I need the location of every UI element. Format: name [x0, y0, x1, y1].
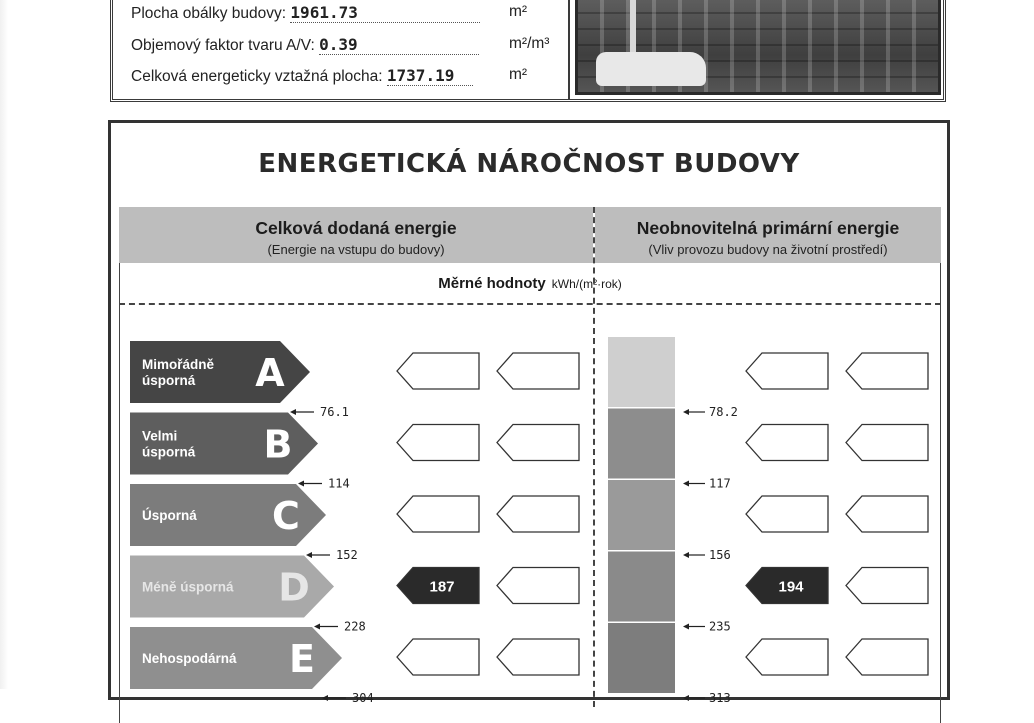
scan-edge	[0, 0, 8, 689]
reference-area-label: Celková energeticky vztažná plocha:	[131, 68, 383, 85]
left-limit-value-b: 114	[328, 476, 350, 491]
primary-marker-box-1-a	[746, 353, 828, 389]
envelope-area-value: 1961.73	[290, 3, 480, 23]
left-limit-arrowhead-d	[314, 624, 320, 630]
right-limit-value-a: 78.2	[709, 405, 738, 419]
building-parameters	[113, 0, 570, 99]
class-letter-b: B	[263, 422, 293, 467]
left-limit-value-c: 152	[336, 548, 358, 562]
primary-marker-box-2-a	[846, 353, 928, 389]
primary-scale-bar-a	[608, 337, 675, 407]
class-name-b: Velmi	[142, 428, 178, 444]
class-name-d: Méně úsporná	[142, 579, 234, 595]
shape-factor-value: 0.39	[319, 35, 479, 55]
specific-values-unit: kWh/(m²·rok)	[551, 277, 622, 291]
delivered-marker-box-1-a	[397, 353, 479, 389]
delivered-marker-box-2-c	[497, 496, 579, 532]
primary-scale-bar-e	[608, 623, 675, 693]
right-limit-value-d: 235	[709, 619, 731, 634]
energy-label	[108, 120, 950, 705]
class-letter-a: A	[255, 351, 285, 395]
primary-scale-bar-b	[608, 409, 675, 479]
reference-area-value: 1737.19	[387, 66, 473, 86]
delivered-marker-box-2-d	[497, 568, 579, 604]
primary-marker-box-2-d	[846, 568, 928, 604]
right-limit-arrowhead-d	[683, 624, 689, 630]
energy-class-scale	[111, 123, 947, 705]
reference-area-unit: m²	[509, 66, 528, 83]
primary-marker-box-2-c	[846, 496, 928, 532]
left-limit-value-a: 76.1	[320, 405, 349, 419]
right-limit-arrowhead-c	[683, 552, 689, 558]
primary-marker-box-2-b	[846, 425, 928, 461]
energy-label-title: ENERGETICKÁ NÁROČNOST BUDOVY	[258, 149, 800, 179]
left-limit-arrowhead-c	[306, 552, 312, 558]
delivered-marker-box-2-a	[497, 353, 579, 389]
specific-values-title: Měrné hodnoty	[438, 275, 546, 292]
shape-factor-unit: m²/m³	[509, 35, 550, 52]
right-limit-arrowhead-a	[683, 409, 689, 415]
envelope-area-unit: m²	[509, 3, 528, 20]
class-letter-e: E	[289, 637, 315, 681]
left-limit-value-e: 304	[352, 691, 374, 705]
primary-marker-box-1-d-value: 194	[778, 578, 804, 596]
primary-marker-box-2-e	[846, 639, 928, 675]
car-shape	[596, 52, 706, 86]
primary-marker-box-1-c	[746, 496, 828, 532]
primary-energy-title: Neobnovitelná primární energie	[636, 218, 900, 238]
right-limit-value-c: 156	[709, 548, 731, 562]
left-limit-arrowhead-a	[290, 409, 296, 415]
primary-marker-box-1-b	[746, 425, 828, 461]
delivered-marker-box-2-b	[497, 425, 579, 461]
class-letter-d: D	[278, 565, 310, 610]
left-limit-value-d: 228	[344, 619, 366, 634]
class-name-c: Úsporná	[142, 508, 197, 523]
primary-scale-bar-d	[608, 552, 675, 622]
delivered-marker-box-1-e	[397, 639, 479, 675]
envelope-area-label: Plocha obálky budovy:	[131, 5, 287, 22]
primary-marker-box-1-e	[746, 639, 828, 675]
info-row-shape-factor	[131, 35, 550, 55]
building-photo	[575, 0, 941, 95]
delivered-energy-subtitle: (Energie na vstupu do budovy)	[267, 242, 445, 257]
delivered-marker-box-1-b	[397, 425, 479, 461]
shape-factor-label: Objemový faktor tvaru A/V:	[131, 37, 315, 54]
primary-energy-subtitle: (Vliv provozu budovy na životní prostředí)	[648, 242, 888, 257]
left-limit-arrowhead-b	[298, 481, 304, 487]
delivered-marker-box-1-d-value: 187	[429, 578, 455, 596]
delivered-energy-title: Celková dodaná energie	[255, 218, 457, 238]
class-name-e: Nehospodárná	[142, 651, 237, 666]
delivered-marker-box-2-e	[497, 639, 579, 675]
class-letter-c: C	[272, 494, 300, 538]
info-row-reference-area	[131, 66, 528, 86]
right-limit-value-b: 117	[709, 476, 731, 491]
building-info-box	[110, 0, 946, 102]
right-limit-arrowhead-b	[683, 481, 689, 487]
lamp-pole	[630, 0, 636, 54]
primary-scale-bar-c	[608, 480, 675, 550]
info-row-envelope	[131, 3, 528, 23]
right-limit-value-e: 313	[709, 691, 731, 705]
class-name-b: úsporná	[142, 444, 196, 460]
class-name-a: Mimořádně	[142, 357, 215, 372]
delivered-marker-box-1-c	[397, 496, 479, 532]
class-name-a: úsporná	[142, 373, 196, 388]
